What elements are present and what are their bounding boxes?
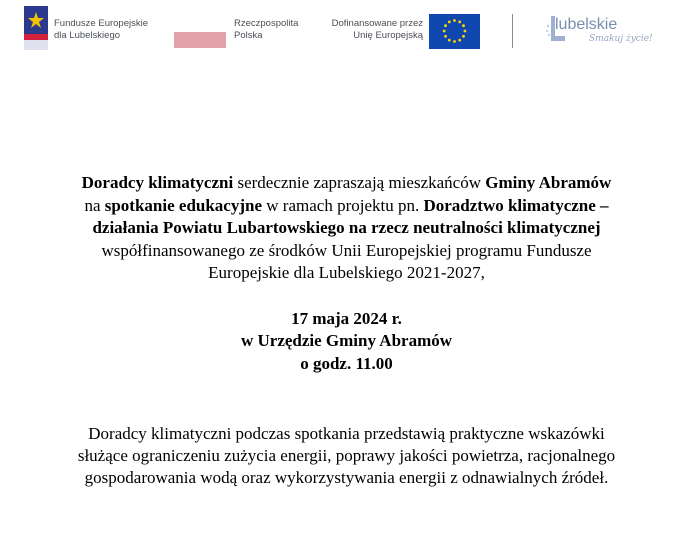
unia-europejska-logo — [323, 12, 483, 50]
fundusze-europejskie-star-icon — [24, 6, 48, 50]
invitation-intro — [0, 172, 693, 285]
intro-line-5: Europejskie dla Lubelskiego 2021-2027, — [208, 263, 485, 282]
intro-bold-gmina: Gminy Abramów — [485, 173, 612, 192]
description-line-3: gospodarowania wodą oraz wykorzystywania energii z odnawialnych źródeł. — [84, 468, 609, 487]
event-description — [0, 423, 693, 489]
intro-line-2 — [0, 195, 693, 218]
intro-line-3 — [0, 217, 693, 240]
lubelskie-wordmark: lubelskie — [555, 16, 618, 33]
intro-bold-meeting: spotkanie edukacyjne — [104, 195, 263, 215]
intro-bold-project-cont: działania Powiatu Lubartowskiego na rzecz neutralności klimatycznej — [92, 218, 601, 237]
description-line-2: służące ograniczeniu zużycia energii, poprawy jakości powietrza, racjonalnego — [77, 446, 616, 465]
invitation-text — [0, 172, 693, 375]
intro-project-text: w ramach projektu pn. — [262, 195, 424, 215]
logo-bar — [0, 0, 693, 62]
polish-flag-icon — [174, 16, 226, 48]
ue-line1: Dofinansowane przez — [331, 18, 423, 29]
ue-line2: Unię Europejską — [353, 30, 423, 41]
intro-invite-text: serdecznie zapraszają mieszkańców — [233, 173, 486, 192]
fe-line2: dla Lubelskiego — [54, 30, 121, 41]
description-line-1: Doradcy klimatyczni podczas spotkania przedstawią praktyczne wskazówki — [88, 424, 605, 443]
lubelskie-logo — [541, 12, 651, 50]
lubelskie-slogan: Smakuj życie! — [589, 34, 653, 44]
fundusze-europejskie-logo — [24, 6, 164, 54]
intro-na: na — [84, 195, 105, 215]
unia-europejska-text — [323, 18, 423, 42]
event-details — [0, 308, 693, 376]
fundusze-europejskie-text — [54, 18, 148, 42]
intro-bold-advisors: Doradcy klimatyczni — [81, 173, 234, 192]
intro-bold-project: Doradztwo klimatyczne – — [423, 195, 609, 215]
intro-line-4: współfinansowanego ze środków Unii Europejskiej programu Fundusze — [101, 240, 592, 260]
rzeczpospolita-polska-text — [234, 18, 298, 42]
rp-line1: Rzeczpospolita — [234, 18, 299, 29]
rp-line2: Polska — [234, 30, 263, 41]
event-time: o godz. 11.00 — [300, 353, 393, 373]
fe-line1: Fundusze Europejskie — [54, 18, 148, 29]
logo-divider — [512, 14, 513, 48]
intro-line-1 — [0, 172, 693, 195]
event-date: 17 maja 2024 r. — [291, 308, 402, 328]
rzeczpospolita-polska-logo — [174, 16, 314, 50]
event-place: w Urzędzie Gminy Abramów — [240, 331, 453, 350]
eu-flag-icon — [429, 14, 480, 49]
